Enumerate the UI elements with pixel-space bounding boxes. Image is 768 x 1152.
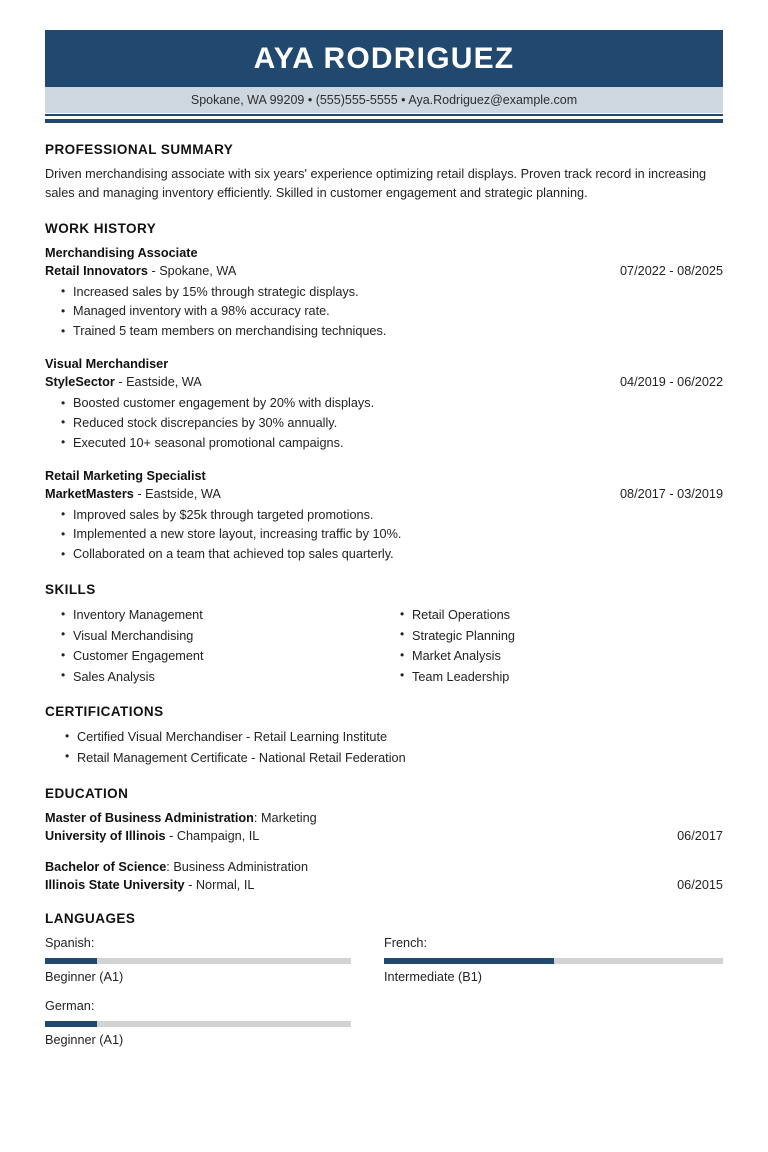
job-entry bbox=[45, 355, 723, 454]
language-item bbox=[45, 934, 384, 986]
job-title: Retail Marketing Specialist bbox=[45, 468, 206, 483]
degree-field: : Marketing bbox=[253, 810, 317, 825]
school-name: Illinois State University bbox=[45, 877, 185, 892]
education-school-line bbox=[45, 876, 723, 894]
skill-item: • Sales Analysis bbox=[45, 667, 384, 688]
company-name: MarketMasters bbox=[45, 486, 134, 501]
language-proficiency-bar bbox=[45, 958, 351, 964]
job-company bbox=[45, 485, 221, 503]
section-professional-summary bbox=[45, 142, 723, 204]
section-title-work-history: WORK HISTORY bbox=[45, 220, 157, 236]
education-school-line bbox=[45, 827, 723, 845]
skill-item: • Retail Operations bbox=[384, 605, 723, 626]
language-proficiency-bar bbox=[45, 1021, 351, 1027]
language-item bbox=[384, 934, 723, 986]
company-name: StyleSector bbox=[45, 375, 115, 390]
education-school bbox=[45, 827, 259, 845]
contact-banner bbox=[45, 87, 723, 113]
section-certifications bbox=[45, 704, 723, 768]
certification-item: • Retail Management Certificate - National Retail Federation bbox=[45, 748, 723, 769]
education-list bbox=[45, 809, 723, 894]
certifications-list bbox=[45, 727, 723, 768]
company-name: Retail Innovators bbox=[45, 263, 148, 278]
certification-item: • Certified Visual Merchandiser - Retail Learning Institute bbox=[45, 727, 723, 748]
job-dates: 08/2017 - 03/2019 bbox=[620, 486, 723, 501]
skills-column-right bbox=[384, 605, 723, 687]
section-title-summary: PROFESSIONAL SUMMARY bbox=[45, 142, 234, 157]
skill-item: • Team Leadership bbox=[384, 667, 723, 688]
language-proficiency-fill bbox=[384, 958, 554, 964]
resume-header bbox=[45, 30, 723, 123]
section-title-certifications: CERTIFICATIONS bbox=[45, 704, 164, 720]
skill-item: • Inventory Management bbox=[45, 605, 384, 626]
education-date: 06/2015 bbox=[677, 877, 723, 892]
language-item bbox=[45, 997, 384, 1049]
job-bullet: • Implemented a new store layout, increasing traffic by 10%. bbox=[45, 525, 723, 545]
language-level: Intermediate (B1) bbox=[384, 969, 483, 984]
language-name: German: bbox=[45, 999, 95, 1014]
section-skills bbox=[45, 582, 723, 687]
education-degree-line bbox=[45, 809, 723, 827]
job-bullet-list bbox=[45, 394, 723, 453]
summary-text: Driven merchandising associate with six years' experience optimizing retail displays. Proven track record in increasing sales and managing inventory efficiently. Skilled in customer engagement and strategic planning. bbox=[45, 167, 707, 201]
job-entry bbox=[45, 467, 723, 566]
language-name: Spanish: bbox=[45, 935, 95, 950]
section-title-education: EDUCATION bbox=[45, 785, 129, 801]
languages-grid bbox=[45, 934, 723, 1061]
education-school bbox=[45, 876, 254, 894]
job-bullet: • Reduced stock discrepancies by 30% annually. bbox=[45, 414, 723, 434]
job-location: - Spokane, WA bbox=[147, 263, 237, 278]
skill-item: • Market Analysis bbox=[384, 646, 723, 667]
resume-body bbox=[45, 123, 723, 1061]
job-bullet: • Boosted customer engagement by 20% with displays. bbox=[45, 394, 723, 414]
job-location: - Eastside, WA bbox=[133, 486, 221, 501]
job-company-line bbox=[45, 373, 723, 391]
job-bullet: • Executed 10+ seasonal promotional campaigns. bbox=[45, 434, 723, 454]
language-proficiency-fill bbox=[45, 958, 97, 964]
candidate-name: AYA RODRIGUEZ bbox=[253, 41, 515, 75]
school-name: University of Illinois bbox=[45, 828, 166, 843]
section-title-skills: SKILLS bbox=[45, 582, 96, 598]
job-company bbox=[45, 373, 202, 391]
section-education bbox=[45, 786, 723, 894]
section-languages bbox=[45, 911, 723, 1061]
job-bullet: • Collaborated on a team that achieved top sales quarterly. bbox=[45, 545, 723, 565]
skill-item: • Strategic Planning bbox=[384, 626, 723, 647]
section-title-languages: LANGUAGES bbox=[45, 910, 136, 926]
section-work-history bbox=[45, 221, 723, 566]
skills-column-left bbox=[45, 605, 384, 687]
job-dates: 04/2019 - 06/2022 bbox=[620, 375, 723, 390]
job-bullet: • Managed inventory with a 98% accuracy rate. bbox=[45, 302, 723, 322]
job-title: Merchandising Associate bbox=[45, 245, 198, 260]
job-title: Visual Merchandiser bbox=[45, 357, 169, 372]
education-entry bbox=[45, 858, 723, 894]
language-name: French: bbox=[384, 935, 428, 950]
job-company-line bbox=[45, 262, 723, 280]
degree-field: : Business Administration bbox=[166, 859, 309, 874]
work-history-list bbox=[45, 244, 723, 566]
contact-line: Spokane, WA 99209 • (555)555-5555 • Aya.Rodriguez@example.com bbox=[190, 92, 578, 107]
job-dates: 07/2022 - 08/2025 bbox=[620, 263, 723, 278]
job-bullet: • Improved sales by $25k through targeted promotions. bbox=[45, 506, 723, 526]
skills-list bbox=[45, 605, 384, 687]
job-location: - Eastside, WA bbox=[114, 375, 202, 390]
job-company-line bbox=[45, 485, 723, 503]
language-level: Beginner (A1) bbox=[45, 969, 124, 984]
school-location: - Normal, IL bbox=[184, 877, 255, 892]
school-location: - Champaign, IL bbox=[165, 828, 260, 843]
name-banner bbox=[45, 30, 723, 87]
job-bullet-list bbox=[45, 283, 723, 342]
job-bullet: • Increased sales by 15% through strategic displays. bbox=[45, 283, 723, 303]
education-entry bbox=[45, 809, 723, 845]
skills-list bbox=[384, 605, 723, 687]
skill-item: • Customer Engagement bbox=[45, 646, 384, 667]
language-proficiency-fill bbox=[45, 1021, 97, 1027]
skills-columns bbox=[45, 605, 723, 687]
job-bullet-list bbox=[45, 506, 723, 565]
language-proficiency-bar bbox=[384, 958, 723, 964]
degree-name: Master of Business Administration bbox=[45, 810, 254, 825]
education-date: 06/2017 bbox=[677, 828, 723, 843]
skill-item: • Visual Merchandising bbox=[45, 626, 384, 647]
job-company bbox=[45, 262, 236, 280]
language-level: Beginner (A1) bbox=[45, 1033, 124, 1048]
job-entry bbox=[45, 244, 723, 343]
job-bullet: • Trained 5 team members on merchandising techniques. bbox=[45, 322, 723, 342]
degree-name: Bachelor of Science bbox=[45, 859, 167, 874]
education-degree-line bbox=[45, 858, 723, 876]
